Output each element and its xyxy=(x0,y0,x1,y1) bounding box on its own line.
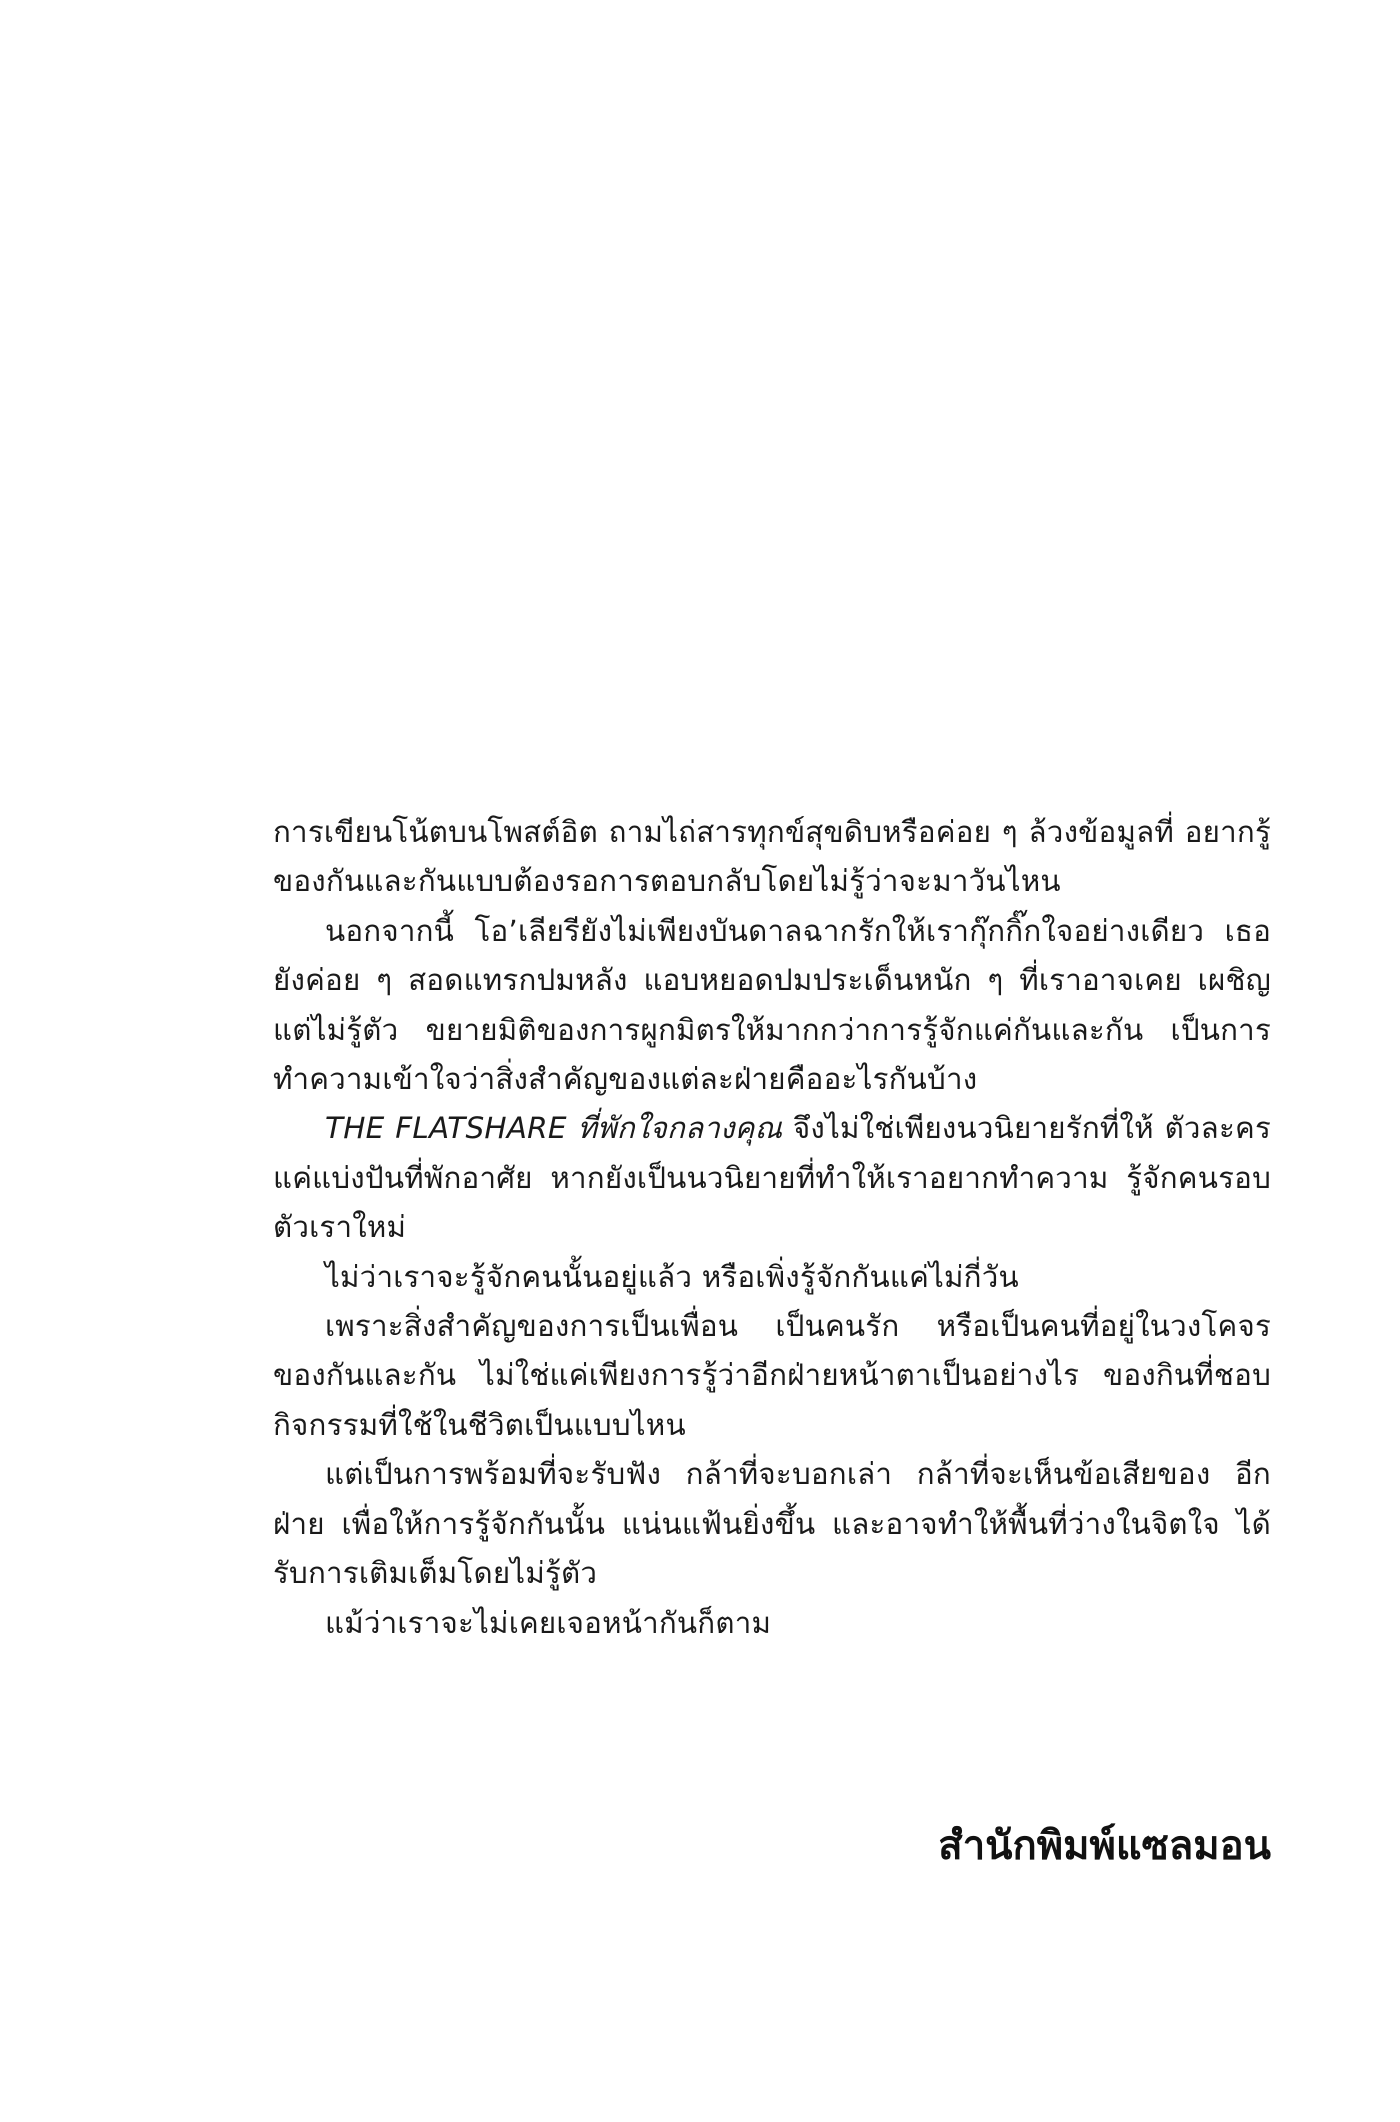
book-title-italic: THE FLATSHARE ที่พักใจกลางคุณ xyxy=(325,1111,783,1146)
publisher-signature: สำนักพิมพ์แซลมอน xyxy=(938,1823,1271,1869)
paragraph-2 xyxy=(273,907,1271,1105)
body-text xyxy=(273,808,1271,1648)
paragraph-4 xyxy=(273,1253,1271,1302)
line: กิจกรรมที่ใช้ในชีวิตเป็นแบบไหน xyxy=(273,1407,686,1442)
line: เป็นการทำความเข้าใจว่าสิ่งสำคัญของแต่ละฝ่ายคืออะไรกันบ้าง xyxy=(273,1012,1271,1097)
line: ไม่ว่าเราจะรู้จักคนนั้นอยู่แล้ว หรือเพิ่งรู้จักกันแค่ไม่กี่วัน xyxy=(325,1259,1019,1294)
paragraph-1 xyxy=(273,808,1271,907)
line: ตัวละครแค่แบ่งปันที่พักอาศัย หากยังเป็นนวนิยายที่ทำให้เราอยากทำความ xyxy=(273,1111,1271,1195)
paragraph-7 xyxy=(273,1599,1271,1648)
line: การเขียนโน้ตบนโพสต์อิต ถามไถ่สารทุกข์สุขดิบหรือค่อย ๆ ล้วงข้อมูลที่ xyxy=(273,815,1175,849)
line: นอกจากนี้ โอ’เลียรียังไม่เพียงบันดาลฉากรักให้เรากุ๊กกิ๊กใจอย่างเดียว xyxy=(325,913,1205,948)
line: อยากรู้ของกันและกันแบบต้องรอการตอบกลับโดยไม่รู้ว่าจะมาวันไหน xyxy=(273,815,1271,899)
line: จึงไม่ใช่เพียงนวนิยายรักที่ให้ xyxy=(782,1111,1154,1146)
line: เผชิญแต่ไม่รู้ตัว ขยายมิติของการผูกมิตรให้มากกว่าการรู้จักแค่กันและกัน xyxy=(273,963,1271,1047)
line: แม้ว่าเราจะไม่เคยเจอหน้ากันก็ตาม xyxy=(325,1605,772,1640)
line: แต่เป็นการพร้อมที่จะรับฟัง กล้าที่จะบอกเล่า กล้าที่จะเห็นข้อเสียของ xyxy=(325,1457,1211,1492)
line: ได้รับการเติมเต็มโดยไม่รู้ตัว xyxy=(273,1506,1271,1591)
line: เพราะสิ่งสำคัญของการเป็นเพื่อน เป็นคนรัก หรือเป็นคนที่อยู่ในวงโคจร xyxy=(325,1309,1271,1344)
line: ของกันและกัน ไม่ใช่แค่เพียงการรู้ว่าอีกฝ่ายหน้าตาเป็นอย่างไร ของกินที่ชอบ xyxy=(273,1358,1271,1393)
line: รู้จักคนรอบตัวเราใหม่ xyxy=(273,1160,1271,1245)
paragraph-3 xyxy=(273,1104,1271,1252)
line: เธอยังค่อย ๆ สอดแทรกปมหลัง แอบหยอดปมประเด็นหนัก ๆ ที่เราอาจเคย xyxy=(273,913,1272,998)
paragraph-5 xyxy=(273,1302,1271,1450)
paragraph-6 xyxy=(273,1450,1271,1598)
line: อีกฝ่าย เพื่อให้การรู้จักกันนั้น แน่นแฟ้นยิ่งขึ้น และอาจทำให้พื้นที่ว่างในจิตใจ xyxy=(273,1457,1271,1541)
